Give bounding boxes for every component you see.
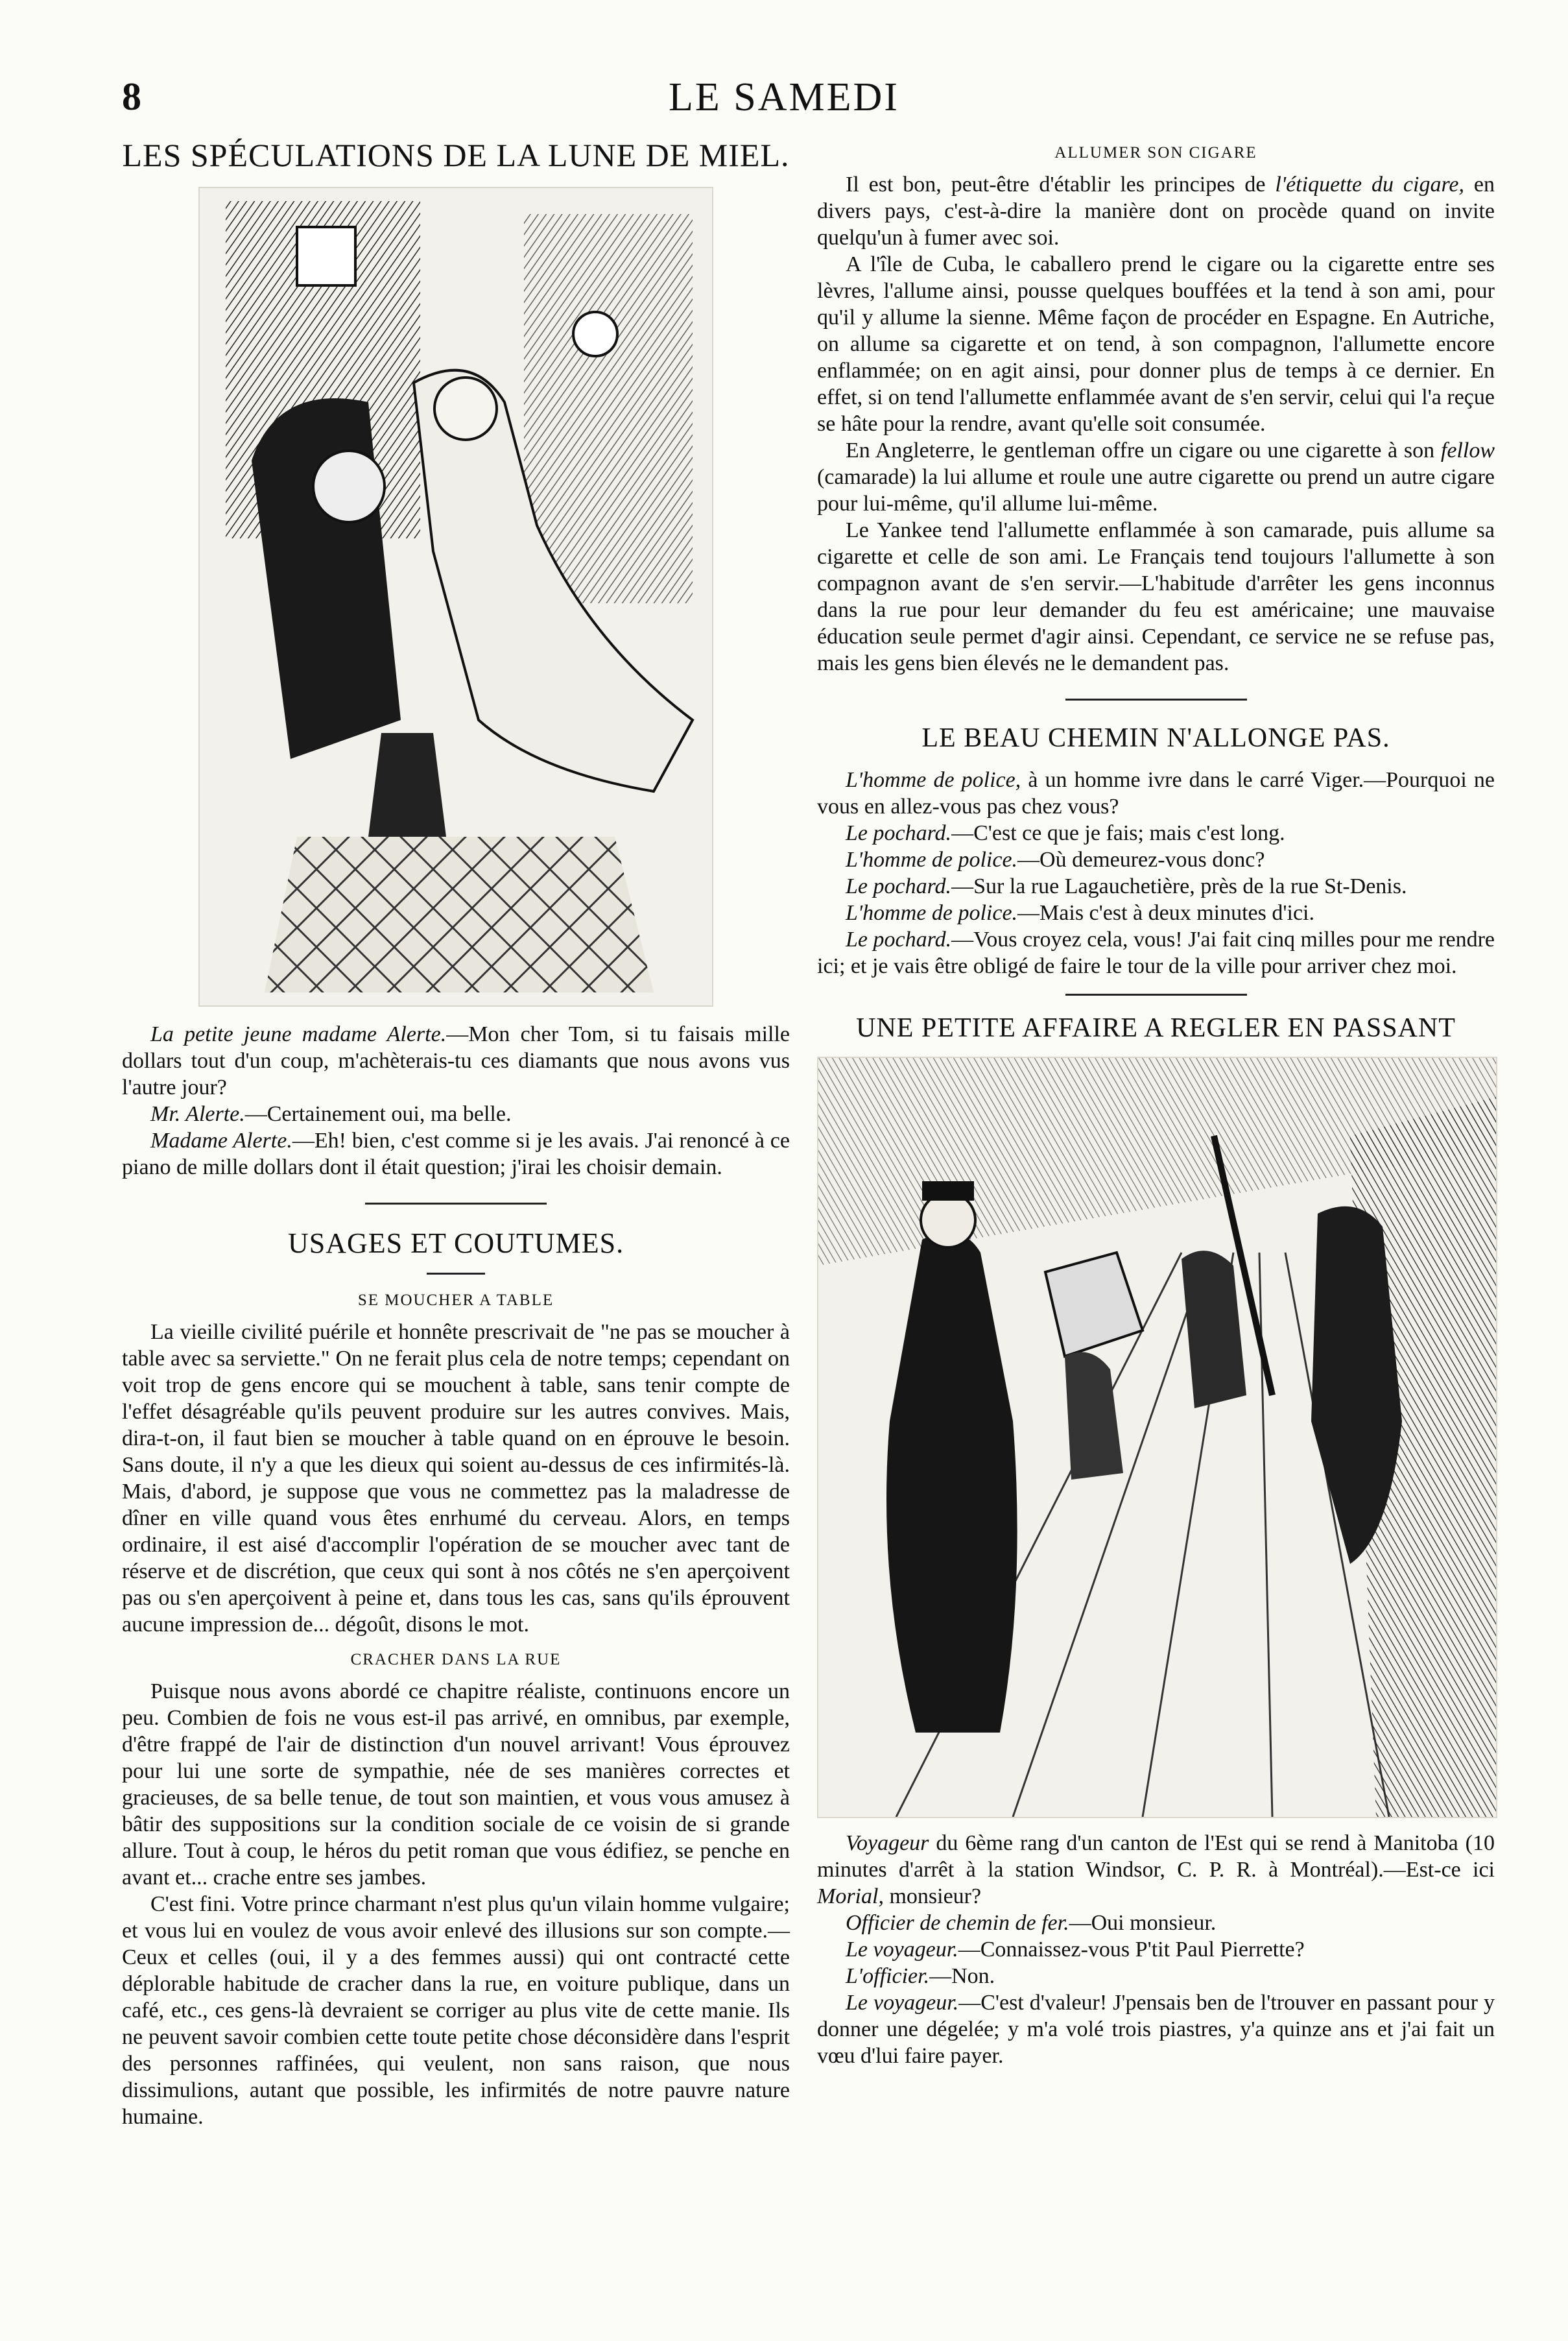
dialogue-line: Madame Alerte.—Eh! bien, c'est comme si je les avais. J'ai renoncé à ce piano de mille dollars dont il était question; j'irai les choisir demain. xyxy=(122,1129,790,1179)
dialogue-line: Le pochard.—Vous croyez cela, vous! J'ai fait cinq milles pour me rendre ici; et je vais être obligé de faire le tour de la ville pour arriver chez moi. xyxy=(817,928,1495,978)
divider xyxy=(365,1203,547,1205)
page-number: 8 xyxy=(122,75,141,118)
dialogue-line: La petite jeune madame Alerte.—Mon cher Tom, si tu faisais mille dollars tout d'un coup, m'achèterais-tu ces diamants que nous avons vus l'autre jour? xyxy=(122,1022,790,1099)
article-title-beau-chemin: LE BEAU CHEMIN N'ALLONGE PAS. xyxy=(921,723,1390,753)
section-heading: CRACHER DANS LA RUE xyxy=(350,1651,562,1668)
paragraph: A l'île de Cuba, le caballero prend le cigare ou la cigarette entre ses lèvres, l'allume ainsi, pousse quelques bouffées et la tend à son ami, pour qu'il y allume la sienne. Même façon de procéder en Espagne. En Autriche, on allume sa cigarette et on tend, à son compagnon, l'allumette encore enflammée; on en agit ainsi, pour donner plus de temps à ce dernier. En effet, si on tend l'allumette enflammée avant de s'en servir, celui qui l'a reçue se hâte pour la rendre, avant qu'elle soit consumée. xyxy=(817,252,1495,436)
dialogue-line: Mr. Alerte.—Certainement oui, ma belle. xyxy=(150,1102,512,1126)
dialogue-line: Le pochard.—Sur la rue Lagauchetière, près de la rue St-Denis. xyxy=(846,874,1407,898)
dialogue-line: L'homme de police, à un homme ivre dans le carré Viger.—Pourquoi ne vous en allez-vous pas chez vous? xyxy=(817,768,1495,819)
dialogue-line: Voyageur du 6ème rang d'un canton de l'Est qui se rend à Manitoba (10 minutes d'arrêt à la station Windsor, C. P. R. à Montréal).—Est-ce ici Morial, monsieur? xyxy=(817,1831,1495,1908)
dialogue-line: Officier de chemin de fer.—Oui monsieur. xyxy=(846,1911,1217,1935)
paragraph: Puisque nous avons abordé ce chapitre réaliste, continuons encore un peu. Combien de fois ne vous est-il pas arrivé, en omnibus, par exemple, d'être frappé de l'air de distinction d'un nouvel arrivant! Vous éprouvez pour lui une sorte de sympathie, née de ses manières correctes et gracieuses, de sa belle tenue, de tout son maintien, et vous vous amusez à bâtir des suppositions sur la condition sociale de ce voisin de si grande allure. Tout à coup, le héros du petit roman que vous édifiez, se penche en avant et... crache entre ses jambes. xyxy=(122,1679,790,1890)
dialogue-line: L'officier.—Non. xyxy=(846,1964,995,1988)
right-column xyxy=(817,144,1495,2069)
section-heading: ALLUMER SON CIGARE xyxy=(1054,144,1257,162)
page-header xyxy=(0,75,1568,126)
divider xyxy=(1065,699,1247,701)
paragraph: C'est fini. Votre prince charmant n'est plus qu'un vilain homme vulgaire; et vous lui en voulez de vous avoir enlevé des illusions sur son compte.—Ceux et celles (oui, il y a des femmes aussi) qui ont contracté cette déplorable habitude de cracher dans la rue, en voiture publique, dans un café, etc., ces gens-là devraient se corriger au plus vite de cette manie. Ils ne peuvent savoir combien cette toute petite chose déconsidère dans l'esprit des personnes raffinées, qui veulent, non sans raison, que nous dissimulions, autant que possible, les infirmités de notre pauvre nature humaine. xyxy=(122,1892,790,2129)
article-title-petite-affaire: UNE PETITE AFFAIRE A REGLER EN PASSANT xyxy=(856,1013,1456,1043)
illustration-couple-armchair xyxy=(198,187,713,1007)
paragraph: Le Yankee tend l'allumette enflammée à son camarade, puis allume sa cigarette et celle de son ami. Le Français tend toujours l'allumette à son compagnon avant de s'en servir.—L'habitude d'arrêter les gens inconnus dans la rue pour leur demander du feu est américaine; une mauvaise éducation seule permet d'agir ainsi. Cependant, ce service ne se refuse pas, mais les gens bien élevés ne le demandent pas. xyxy=(817,518,1495,675)
divider xyxy=(1065,994,1247,996)
article-title-lune-de-miel: LES SPÉCULATIONS DE LA LUNE DE MIEL. xyxy=(122,137,790,173)
paragraph: Il est bon, peut-être d'établir les principes de l'étiquette du cigare, en divers pays, c'est-à-dire la manière dont on procède quand on invite quelqu'un à fumer avec soi. xyxy=(817,173,1495,250)
divider xyxy=(427,1273,485,1275)
paragraph: En Angleterre, le gentleman offre un cigare ou une cigarette à son fellow (camarade) la lui allume et roule une autre cigarette ou prend un autre cigare pour lui-même, qu'il allume lui-même. xyxy=(817,438,1495,516)
left-column xyxy=(122,136,790,2130)
dialogue-line: Le pochard.—C'est ce que je fais; mais c'est long. xyxy=(846,821,1285,845)
dialogue-line: L'homme de police.—Mais c'est à deux minutes d'ici. xyxy=(846,901,1314,925)
illustration-railway-station xyxy=(817,1057,1497,1818)
dialogue-line: Le voyageur.—C'est d'valeur! J'pensais ben de l'trouver en passant pour y donner une dégelée; y m'a volé trois piastres, y'a quinze ans et j'ai fait un vœu d'lui faire payer. xyxy=(817,1991,1495,2068)
article-title-usages: USAGES ET COUTUMES. xyxy=(287,1227,624,1259)
section-heading: SE MOUCHER A TABLE xyxy=(357,1291,554,1309)
paragraph: La vieille civilité puérile et honnête prescrivait de "ne pas se moucher à table avec sa serviette." On ne ferait plus cela de notre temps; cependant on voit trop de gens encore qui se mouchent à table, sans tenir compte de l'effet désagréable qu'ils peuvent produire sur les autres convives. Mais, dira-t-on, il faut bien se moucher à table quand on en éprouve le besoin. Sans doute, il n'y a que les dieux qui soient au-dessus de ces infirmités-là. Mais, d'abord, je suppose que vous ne commettez pas la maladresse de dîner en ville quand vous êtes enrhumé du cerveau. Alors, en temps ordinaire, il est aisé d'accomplir l'opération de se moucher avec tant de réserve et de discrétion, que ceux qui sont à nos côtés ne s'en aperçoivent pas ou s'en aperçoivent à peine et, dans tous les cas, sans qu'ils éprouvent aucune impression de... dégoût, disons le mot. xyxy=(122,1320,790,1637)
publication-title: LE SAMEDI xyxy=(669,75,899,119)
dialogue-line: L'homme de police.—Où demeurez-vous donc? xyxy=(846,848,1265,872)
dialogue-line: Le voyageur.—Connaissez-vous P'tit Paul Pierrette? xyxy=(846,1938,1305,1962)
